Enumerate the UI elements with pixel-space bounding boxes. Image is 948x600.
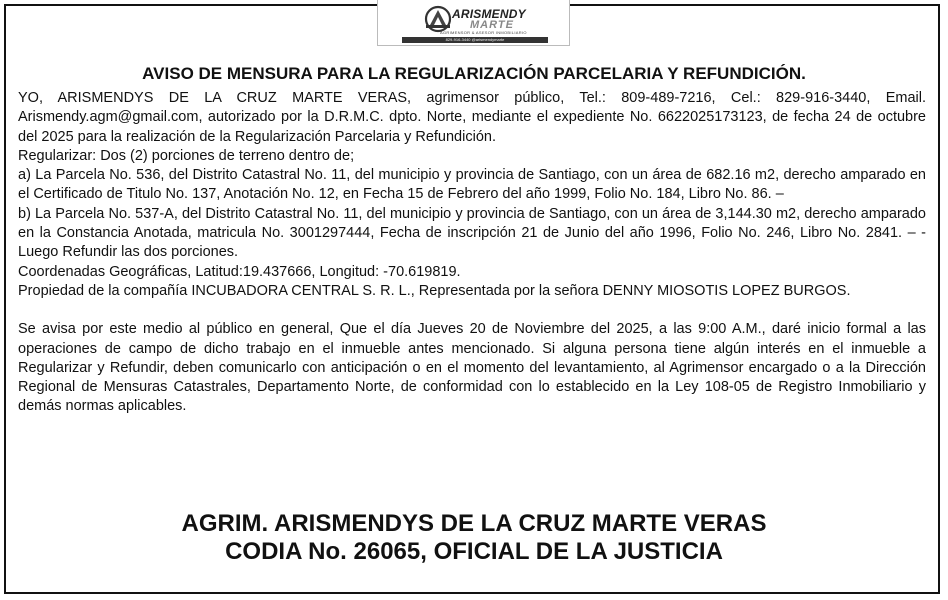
company-logo	[377, 0, 570, 46]
surveyor-emblem-icon	[422, 5, 454, 33]
signature-block	[0, 510, 948, 566]
signature-credential: CODIA No. 26065, OFICIAL DE LA JUSTICIA	[225, 538, 723, 565]
logo-name-line1: ARISMENDY	[452, 7, 526, 21]
logo-name-line2: MARTE	[470, 19, 514, 31]
notice-title: AVISO DE MENSURA PARA LA REGULARIZACIÓN PARCELARIA Y REFUNDICIÓN.	[142, 64, 806, 83]
logo-contact-bar: 829-916-3440 @arismendymarte	[402, 37, 548, 43]
coordinates-line: Coordenadas Geográficas, Latitud:19.437666, Longitud: -70.619819.	[18, 263, 461, 280]
regularize-line: Regularizar: Dos (2) porciones de terreno dentro de;	[18, 147, 355, 164]
signature-name: AGRIM. ARISMENDYS DE LA CRUZ MARTE VERAS	[181, 510, 767, 537]
parcel-b-paragraph: b) La Parcela No. 537-A, del Distrito Catastral No. 11, del municipio y provincia de Santiago, con un área de 3,144.30 m2, derecho amparado en la Constancia Anotada, matricula No. 3001297444, Fecha de inscripción 21 de Junio del año 1996, Folio No. 246, Libro No. 2841. – - Luego Refundir las dos porciones.	[18, 205, 926, 261]
intro-paragraph: YO, ARISMENDYS DE LA CRUZ MARTE VERAS, agrimensor público, Tel.: 809-489-7216, Cel.: 829-916-3440, Email. Arismendy.agm@gmail.com, autorizado por la D.R.M.C. dpto. Norte, mediante el expediente No. 6622025173123, de fecha 24 de octubre del 2025 para la realización de la Regularización Parcelaria y Refundición.	[18, 90, 926, 145]
logo-tagline: AGRIMENSOR & ASESOR INMOBILIARIO	[440, 30, 527, 35]
parcel-a-paragraph: a) La Parcela No. 536, del Distrito Catastral No. 11, del municipio y provincia de Santiago, con un área de 682.16 m2, derecho amparado en el Certificado de Titulo No. 137, Anotación No. 12, en Fecha 15 de Febrero del año 1999, Folio No. 184, Libro No. 86. –	[18, 167, 926, 203]
notice-body	[18, 89, 926, 417]
property-owner-paragraph: Propiedad de la compañía INCUBADORA CENTRAL S. R. L., Representada por la señora DENNY MIOSOTIS LOPEZ BURGOS.	[18, 282, 851, 299]
closing-paragraph: Se avisa por este medio al público en general, Que el día Jueves 20 de Noviembre del 2025, a las 9:00 A.M., daré inicio formal a las operaciones de campo de dicho trabajo en el inmueble antes mencionado. Si alguna persona tiene algún interés en el inmueble a Regularizar y Refundir, deben comunicarlo con anticipación o en el momento del levantamiento, al Agrimensor encargado o a la Dirección Regional de Mensuras Catastrales, Departamento Norte, de conformidad con lo establecido en la Ley 108-05 de Registro Inmobiliario y demás normas aplicables.	[18, 321, 926, 415]
